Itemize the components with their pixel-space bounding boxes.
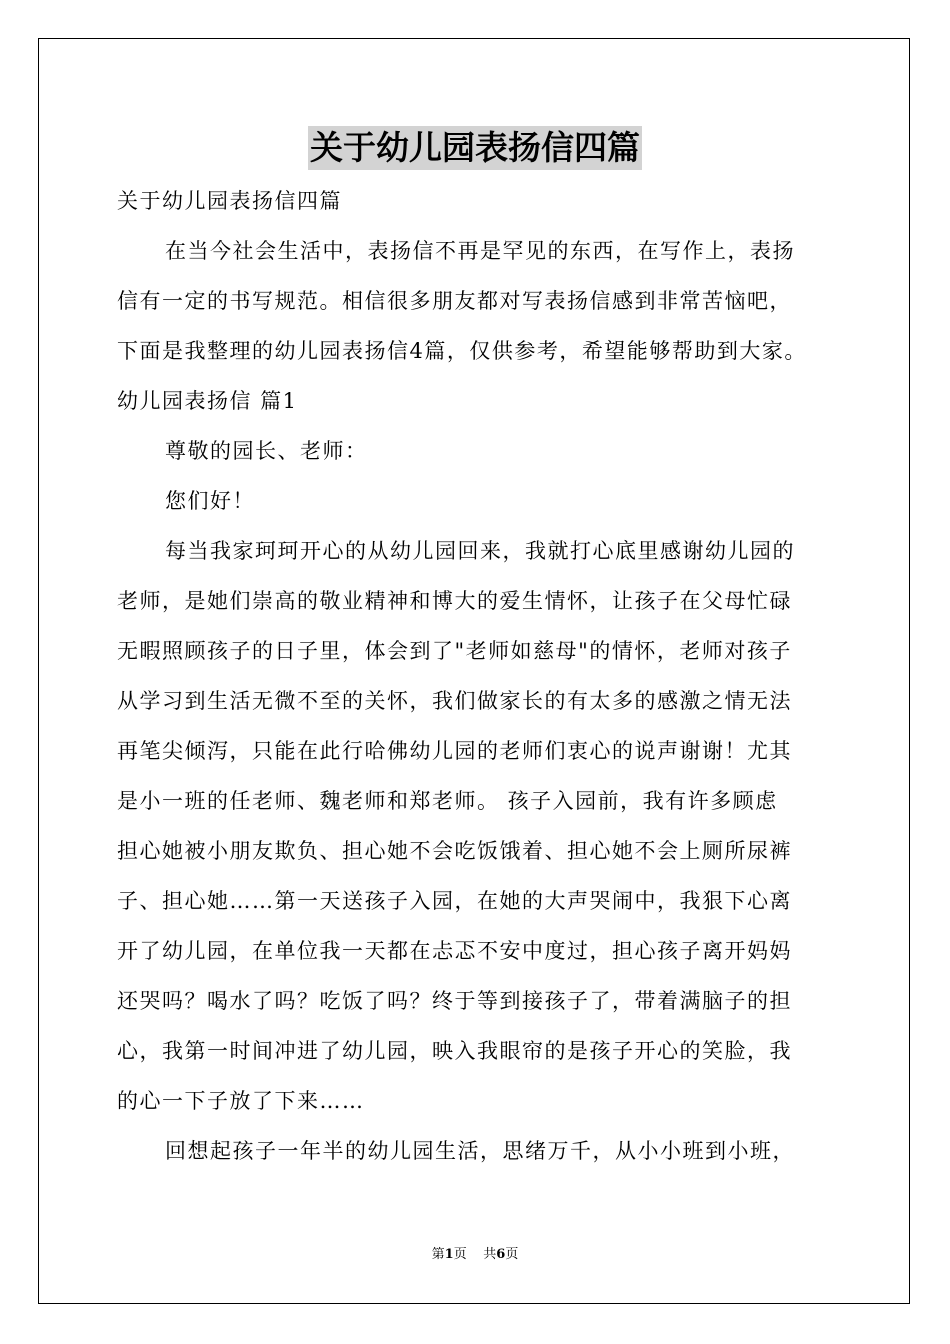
text-line: 从学习到生活无微不至的关怀，我们做家长的有太多的感激之情无法 [117, 689, 792, 713]
text-line: 信有一定的书写规范。相信很多朋友都对写表扬信感到非常苦恼吧， [117, 289, 792, 313]
text-line: 每当我家珂珂开心的从幼儿园回来，我就打心底里感谢幼儿园的 [165, 539, 795, 563]
text-line: 的心一下子放了下来…… [117, 1089, 365, 1113]
text-line: 子、担心她……第一天送孩子入园，在她的大声哭闹中，我狠下心离 [117, 889, 792, 913]
text-line: 尊敬的园长、老师： [165, 439, 368, 463]
page-current: 1 [444, 1247, 454, 1262]
text-line: 关于幼儿园表扬信四篇 [117, 189, 342, 213]
text-line: 老师，是她们崇高的敬业精神和博大的爱生情怀，让孩子在父母忙碌 [117, 589, 792, 613]
page-footer [0, 1246, 950, 1264]
document-title: 关于幼儿园表扬信四篇 [308, 126, 642, 170]
text-line: 您们好！ [165, 489, 255, 513]
page-prefix: 第 [431, 1247, 445, 1262]
page-total: 6 [496, 1247, 506, 1262]
text-line: 还哭吗？喝水了吗？吃饭了吗？终于等到接孩子了，带着满脑子的担 [117, 989, 792, 1013]
text-line: 下面是我整理的幼儿园表扬信4篇，仅供参考，希望能够帮助到大家。 [117, 339, 807, 363]
text-line: 回想起孩子一年半的幼儿园生活，思绪万千，从小小班到小班， [165, 1139, 795, 1163]
title-wrap [0, 126, 950, 170]
document-body [117, 176, 837, 1176]
text-line: 是小一班的任老师、魏老师和郑老师。 孩子入园前，我有许多顾虑 [117, 789, 778, 813]
text-line: 在当今社会生活中，表扬信不再是罕见的东西，在写作上，表扬 [165, 239, 795, 263]
text-line: 幼儿园表扬信 篇1 [117, 389, 298, 413]
text-line: 无暇照顾孩子的日子里，体会到了"老师如慈母"的情怀，老师对孩子 [117, 639, 792, 663]
page-suffix: 页 [453, 1247, 467, 1262]
text-line: 再笔尖倾泻，只能在此行哈佛幼儿园的老师们衷心的说声谢谢！尤其 [117, 739, 792, 763]
text-line: 开了幼儿园，在单位我一天都在忐忑不安中度过，担心孩子离开妈妈 [117, 939, 792, 963]
total-prefix: 共 [483, 1247, 497, 1262]
text-line: 担心她被小朋友欺负、担心她不会吃饭饿着、担心她不会上厕所尿裤 [117, 839, 792, 863]
text-line: 心，我第一时间冲进了幼儿园，映入我眼帘的是孩子开心的笑脸，我 [117, 1039, 792, 1063]
total-suffix: 页 [505, 1247, 519, 1262]
